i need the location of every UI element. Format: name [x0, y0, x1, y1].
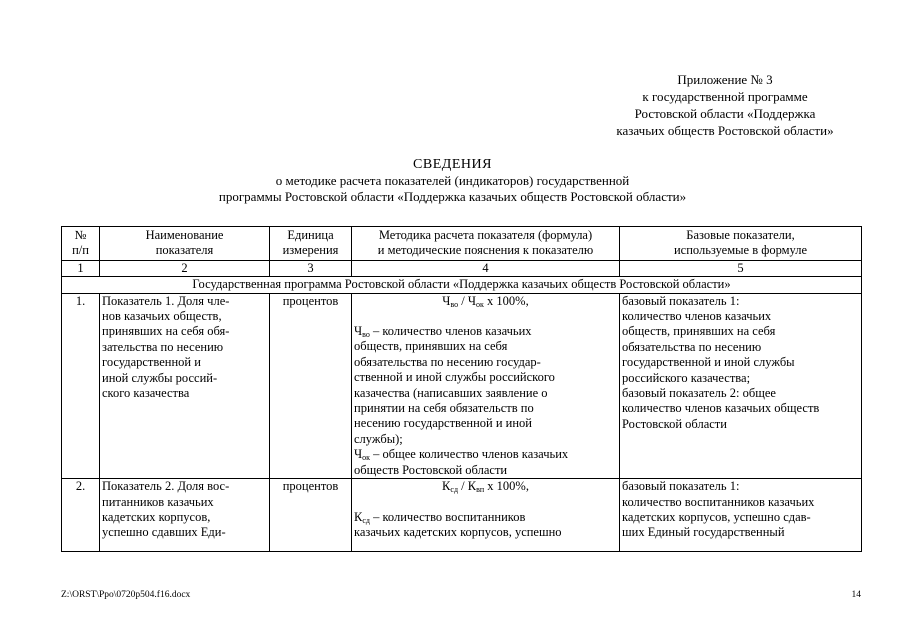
column-number-row [62, 260, 862, 276]
page-footer [61, 590, 861, 600]
appendix-line: Приложение № 3 [677, 72, 773, 87]
file-path: Z:\ORST\Ppo\0720p504.f16.docx [61, 590, 191, 600]
indicator-name: Показатель 1. Доля чле- нов казачьих обществ, принявших на себя обя- зательства по несению государственной и иной службы россий- ского казачества [100, 293, 270, 478]
indicator-name: Показатель 2. Доля вос- питанников казачьих кадетских корпусов, успешно сдавших Еди- [100, 479, 270, 552]
document-heading [0, 157, 905, 205]
header-cell-number: № п/п [62, 227, 100, 261]
formula: $К_{сд} / К_{вп}$ х 100%, [442, 479, 529, 495]
header-cell-method: Методика расчета показателя (формула) и методические пояснения к показателю [352, 227, 620, 261]
table-row [62, 293, 862, 478]
header-cell-base: Базовые показатели, используемые в формуле [620, 227, 862, 261]
header-cell-name: Наименование показателя [100, 227, 270, 261]
base-indicators-cell: базовый показатель 1: количество воспитанников казачьих кадетских корпусов, успешно сдав- ших Единый государственный [620, 479, 862, 552]
table-row [62, 479, 862, 552]
column-number: 2 [100, 260, 270, 276]
unit-cell: процентов [270, 293, 352, 478]
appendix-line: казачьих обществ Ростовской области» [616, 123, 834, 138]
explanation-line: $Ч_{во}$ – количество членов казачьих [354, 324, 532, 340]
table-header-row [62, 227, 862, 261]
column-number: 1 [62, 260, 100, 276]
base-indicators-cell: базовый показатель 1: количество членов казачьих обществ, принявших на себя обязательства по несению государственной и иной службы российского казачества; базовый показатель 2: общее количество членов казачьих обществ Ростовской области [620, 293, 862, 478]
method-cell: $Ч_{во} / Ч_{ок}$ х 100%, $Ч_{во}$ – количество членов казачьих обществ, принявших на себя обязательства по несению государ- ственной и иной службы российского казачества (написавших заявление о принятии на себя обязательств по несению государственной и иной службы); $Ч_{ок}$ – общее количество членов казачьих обществ Ростовской области [352, 293, 620, 478]
document-title: СВЕДЕНИЯ [413, 157, 492, 172]
section-title: Государственная программа Ростовской области «Поддержка казачьих обществ Ростовской области» [62, 277, 862, 293]
appendix-block [560, 71, 890, 139]
appendix-line: к государственной программе [642, 89, 808, 104]
document-subtitle: программы Ростовской области «Поддержка казачьих обществ Ростовской области» [218, 189, 687, 204]
column-number: 4 [352, 260, 620, 276]
page-number: 14 [851, 590, 861, 600]
formula: $Ч_{во} / Ч_{ок}$ х 100%, [442, 293, 529, 309]
row-number: 2. [62, 479, 100, 552]
explanation-line: $К_{сд}$ – количество воспитанников [354, 509, 526, 525]
method-cell: $К_{сд} / К_{вп}$ х 100%, $К_{сд}$ – количество воспитанников казачьих кадетских корпусов, успешно [352, 479, 620, 552]
row-number: 1. [62, 293, 100, 478]
document-subtitle: о методике расчета показателей (индикаторов) государственной [275, 173, 630, 188]
appendix-line: Ростовской области «Поддержка [634, 106, 816, 121]
header-cell-unit: Единица измерения [270, 227, 352, 261]
unit-cell: процентов [270, 479, 352, 552]
column-number: 3 [270, 260, 352, 276]
column-number: 5 [620, 260, 862, 276]
indicators-table [61, 226, 862, 552]
section-row [62, 277, 862, 293]
explanation-line: $Ч_{ок}$ – общее количество членов казачьих [354, 447, 569, 463]
